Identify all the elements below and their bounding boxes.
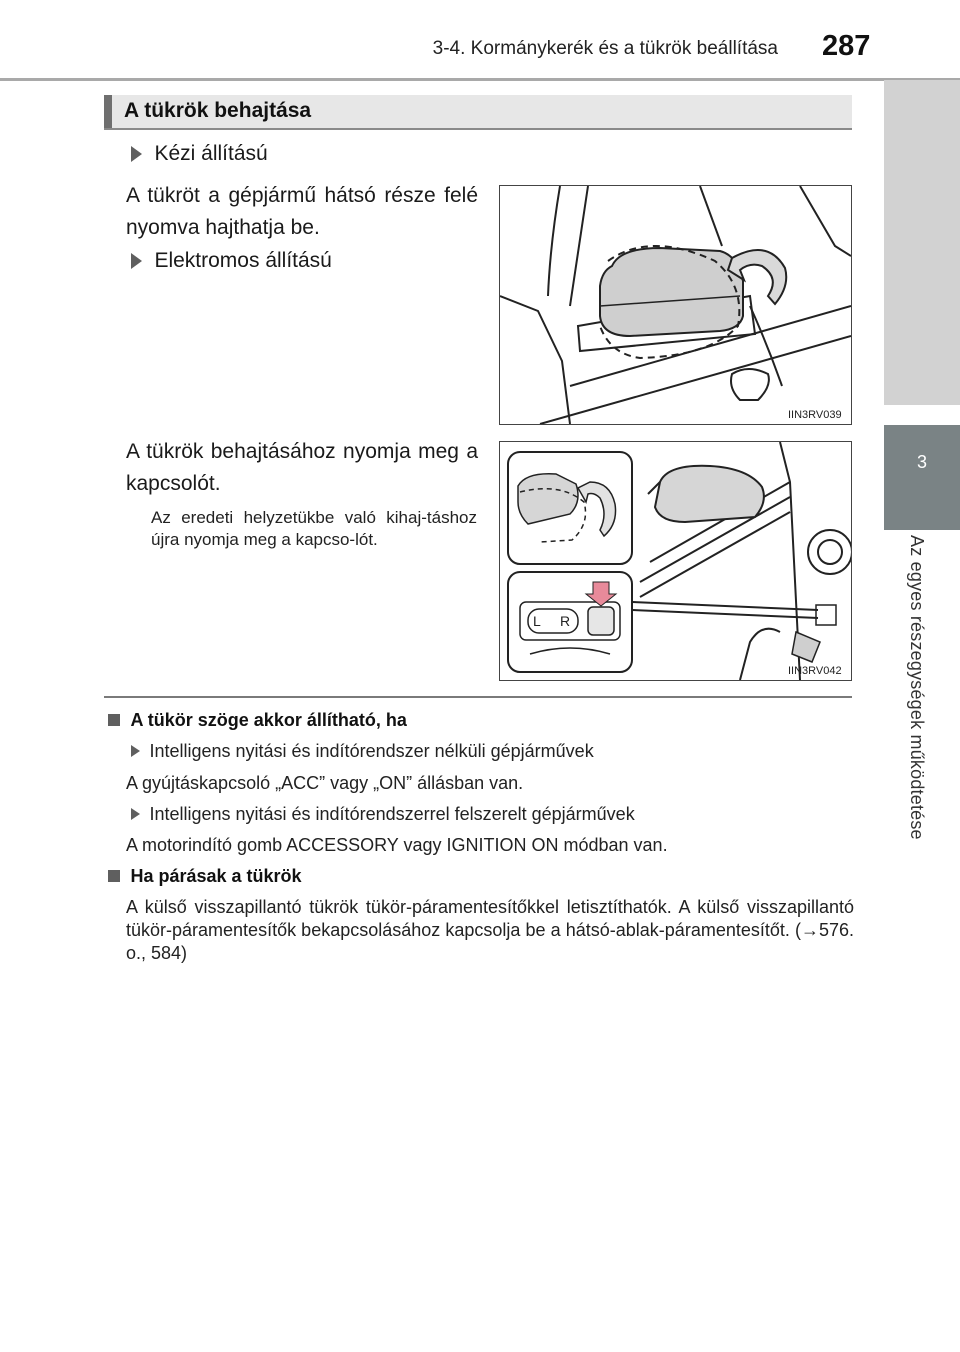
section-heading-underline (104, 128, 852, 130)
electric-note: Az eredeti helyzetükbe való kihaj-táshoz újra nyomja meg a kapcso-lót. (151, 508, 477, 549)
triangle-bullet-icon (131, 745, 140, 757)
switch-left-label: L (533, 613, 541, 629)
triangle-bullet-icon (131, 808, 140, 820)
manual-subheading-text: Kézi állítású (154, 142, 268, 165)
angle-case-2 (131, 803, 635, 826)
manual-subheading (131, 142, 268, 166)
square-bullet-icon (108, 714, 120, 726)
side-tab-top (884, 80, 960, 405)
figure-electric-fold (499, 441, 852, 681)
manual-instruction: A tükröt a gépjármű hátsó része felé nyomva hajthatja be. (126, 184, 478, 239)
angle-note-heading-text: A tükör szöge akkor állítható, ha (130, 710, 407, 730)
side-tab-marker (884, 425, 960, 530)
triangle-bullet-icon (131, 253, 142, 269)
figure-1-label: IIN3RV039 (788, 409, 842, 421)
electric-subheading (131, 249, 332, 273)
chapter-number: 3 (916, 452, 927, 472)
square-bullet-icon (108, 870, 120, 882)
angle-case-2-detail: A motorindító gomb ACCESSORY vagy IGNITION ON módban van. (126, 835, 668, 855)
figure-2-label: IIN3RV042 (788, 665, 842, 677)
electric-subheading-text: Elektromos állítású (154, 249, 332, 272)
chapter-title: 3-4. Kormánykerék és a tükrök beállítása (432, 38, 778, 59)
chapter-name: Az egyes részegységek működtetése (907, 535, 927, 840)
section-heading (104, 95, 852, 128)
mirror-fold-illustration (500, 186, 851, 424)
fog-note-heading-text: Ha párásak a tükrök (130, 866, 302, 886)
triangle-bullet-icon (131, 146, 142, 162)
fog-note-heading (108, 866, 302, 887)
angle-note-heading (108, 710, 407, 731)
page-number: 287 (822, 30, 871, 62)
angle-case-1-detail: A gyújtáskapcsoló „ACC” vagy „ON” állásban van. (126, 773, 524, 793)
header-rule (0, 78, 960, 81)
fog-note-text: A külső visszapillantó tükrök tükör-páramentesítőkkel letisztíthatók. A külső visszapillantó tükör-páramentesítők bekapcsolásához kapcsolja be a hátsó-ablak-páramentesítőt. (→576. o., 584) (126, 897, 854, 963)
mirror-switch-illustration (500, 442, 851, 680)
section-heading-bar (104, 95, 112, 128)
notes-divider (104, 696, 852, 698)
chapter-side-tab (884, 80, 960, 1352)
switch-right-label: R (560, 613, 571, 629)
section-heading-text: A tükrök behajtása (124, 99, 312, 122)
figure-manual-fold (499, 185, 852, 425)
angle-case-2-text: Intelligens nyitási és indítórendszerrel felszerelt gépjárművek (149, 804, 635, 824)
angle-case-1 (131, 740, 594, 763)
electric-instruction: A tükrök behajtásához nyomja meg a kapcsolót. (126, 440, 478, 495)
angle-case-1-text: Intelligens nyitási és indítórendszer nélküli gépjárművek (149, 741, 594, 761)
